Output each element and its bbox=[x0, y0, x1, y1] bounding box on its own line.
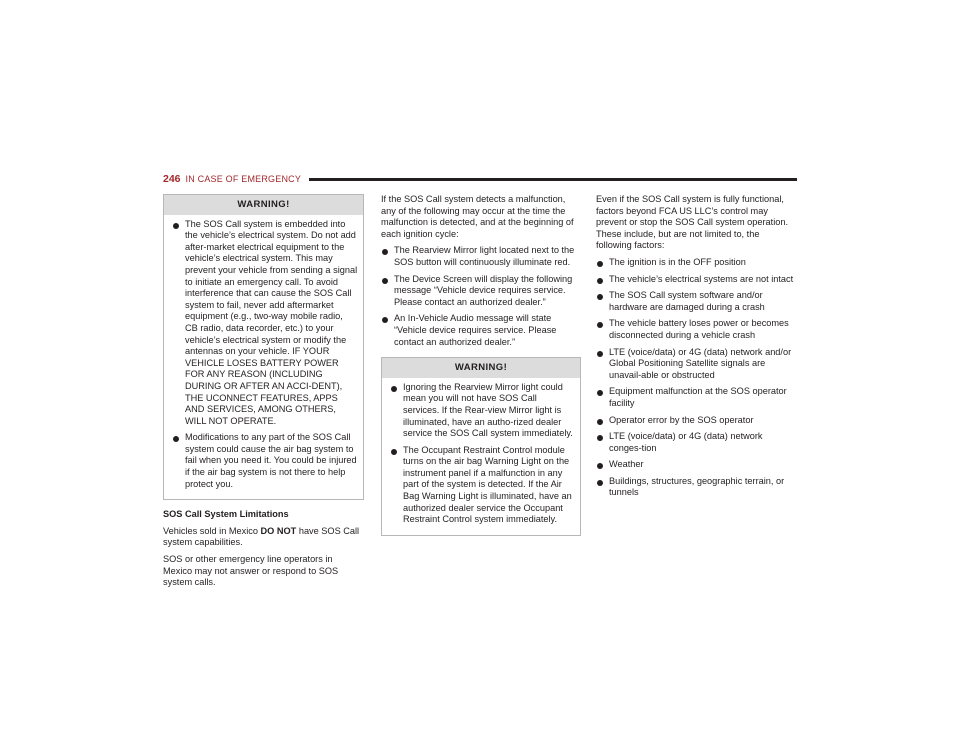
list-item bbox=[596, 274, 796, 286]
column-right bbox=[596, 194, 796, 504]
paragraph-text: Vehicles sold in Mexico bbox=[163, 525, 261, 536]
list-item bbox=[381, 245, 581, 268]
bullet-icon bbox=[597, 294, 603, 300]
bullet-list bbox=[596, 257, 796, 499]
bullet-icon bbox=[391, 386, 397, 392]
header-rule bbox=[309, 178, 797, 181]
column-middle bbox=[381, 194, 581, 545]
list-item-text: LTE (voice/data) or 4G (data) network and/or Global Positioning Satellite signals are unavail-able or obstructed bbox=[609, 346, 792, 380]
warning-item bbox=[390, 382, 575, 440]
list-item-text: Weather bbox=[609, 459, 644, 470]
bullet-icon bbox=[173, 436, 179, 442]
list-item-text: LTE (voice/data) or 4G (data) network conges-tion bbox=[609, 431, 763, 453]
bullet-icon bbox=[173, 223, 179, 229]
section-title: IN CASE OF EMERGENCY bbox=[185, 174, 302, 184]
paragraph: Even if the SOS Call system is fully functional, factors beyond FCA US LLC’s control may prevent or stop the SOS Call system operation. These include, but are not limited to, the following factors: bbox=[596, 194, 789, 251]
list-item bbox=[596, 415, 796, 427]
list-item bbox=[596, 290, 796, 313]
bullet-icon bbox=[597, 322, 603, 328]
list-item bbox=[381, 274, 581, 309]
bullet-icon bbox=[382, 249, 388, 255]
list-item-text: The Device Screen will display the following message “Vehicle device requires service. Please contact an authorized dealer.” bbox=[394, 273, 573, 307]
warning-item-text: Modifications to any part of the SOS Call system could cause the air bag system to fail when you need it. You could be injured if the air bag system is not there to help protect you. bbox=[185, 432, 357, 489]
warning-list bbox=[172, 219, 358, 491]
list-item-text: Operator error by the SOS operator bbox=[609, 414, 754, 425]
warning-box bbox=[163, 194, 364, 500]
list-item bbox=[596, 459, 796, 471]
list-item bbox=[596, 431, 796, 454]
warning-item bbox=[390, 445, 575, 526]
list-item-text: The SOS Call system software and/or hardware are damaged during a crash bbox=[609, 290, 765, 312]
paragraph bbox=[163, 526, 364, 549]
emphasis-text: DO NOT bbox=[260, 525, 297, 536]
list-item-text: Equipment malfunction at the SOS operator facility bbox=[609, 386, 787, 408]
list-item-text: The vehicle battery loses power or becomes disconnected during a vehicle crash bbox=[609, 318, 789, 340]
bullet-icon bbox=[597, 463, 603, 469]
paragraph: SOS or other emergency line operators in Mexico may not answer or respond to SOS system calls. bbox=[163, 554, 339, 588]
list-item-text: Buildings, structures, geographic terrain, or tunnels bbox=[609, 475, 785, 498]
warning-body bbox=[164, 215, 363, 500]
warning-title: WARNING! bbox=[382, 358, 580, 378]
paragraph-text: have SOS Call system capabilities. bbox=[163, 525, 360, 548]
bullet-icon bbox=[597, 390, 603, 396]
list-item-text: The Rearview Mirror light located next to the SOS button will continuously illuminate red. bbox=[394, 245, 575, 267]
warning-list bbox=[390, 382, 575, 526]
warning-item bbox=[172, 432, 358, 490]
list-item bbox=[596, 318, 796, 341]
page-number: 246 bbox=[163, 173, 181, 185]
warning-title: WARNING! bbox=[164, 195, 363, 215]
column-left bbox=[163, 194, 364, 594]
bullet-icon bbox=[597, 435, 603, 441]
bullet-icon bbox=[597, 419, 603, 425]
bullet-list bbox=[381, 245, 581, 348]
bullet-icon bbox=[597, 278, 603, 284]
warning-item-text: The Occupant Restraint Control module turns on the air bag Warning Light on the instrument panel if a malfunction in any part of the system is detected. If the Air Bag Warning Light is illuminated, have an authorized dealer service the Occupant Restraint Control system immediately. bbox=[403, 444, 572, 525]
warning-body bbox=[382, 378, 580, 535]
warning-item bbox=[172, 219, 358, 428]
bullet-icon bbox=[382, 317, 388, 323]
warning-item-text: Ignoring the Rearview Mirror light could mean you will not have SOS Call services. If the Rear-view Mirror light is illuminated, have an autho-rized dealer service the SOS Call system immediately. bbox=[403, 381, 573, 439]
list-item-text: The ignition is in the OFF position bbox=[609, 256, 746, 267]
page-header bbox=[163, 172, 797, 186]
list-item bbox=[596, 386, 796, 409]
warning-box bbox=[381, 357, 581, 536]
list-item bbox=[596, 476, 796, 499]
bullet-icon bbox=[597, 261, 603, 267]
bullet-icon bbox=[597, 480, 603, 486]
list-item-text: An In-Vehicle Audio message will state “Vehicle device requires service. Please contact an authorized dealer.” bbox=[394, 313, 557, 347]
bullet-icon bbox=[391, 449, 397, 455]
warning-item-text: The SOS Call system is embedded into the vehicle’s electrical system. Do not add after-market electrical equipment to the vehicle’s electrical system. This may prevent your vehicle from sending a signal to initiate an emergency call. To avoid interference that can cause the SOS Call system to fail, never add aftermarket equipment (e.g., two-way mobile radio, CB radio, data recorder, etc.) to your vehicle’s electrical system or modify the antennas on your vehicle. IF YOUR VEHICLE LOSES BATTERY POWER FOR ANY REASON (INCLUDING DURING OR AFTER AN ACCI-DENT), THE UCONNECT FEATURES, APPS AND SERVICES, AMONG OTHERS, WILL NOT OPERATE. bbox=[185, 218, 358, 426]
subheading: SOS Call System Limitations bbox=[163, 509, 289, 520]
bullet-icon bbox=[382, 278, 388, 284]
list-item-text: The vehicle’s electrical systems are not intact bbox=[609, 273, 794, 284]
bullet-icon bbox=[597, 351, 603, 357]
paragraph: If the SOS Call system detects a malfunction, any of the following may occur at the time the malfunction is detected, and at the beginning of each ignition cycle: bbox=[381, 194, 574, 239]
list-item bbox=[381, 313, 581, 348]
list-item bbox=[596, 347, 796, 382]
list-item bbox=[596, 257, 796, 269]
